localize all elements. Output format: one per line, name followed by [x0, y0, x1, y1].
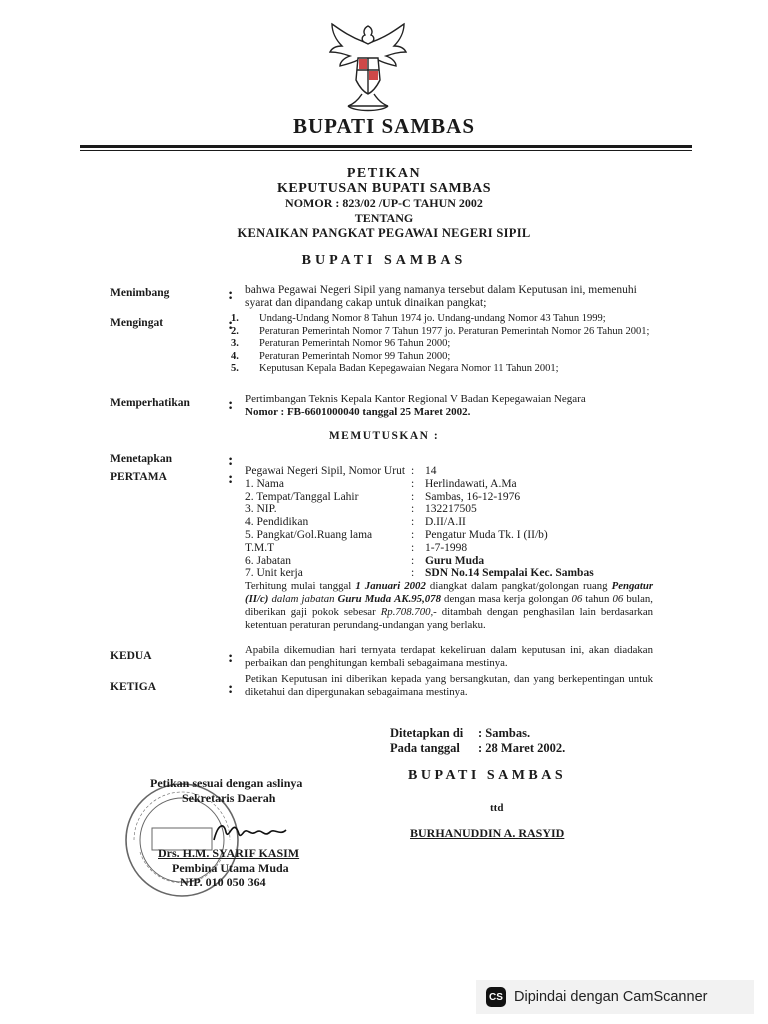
heading-nomor: NOMOR : 823/02 /UP-C TAHUN 2002	[285, 196, 483, 210]
pertama-label: PERTAMA	[110, 471, 167, 483]
employee-data-value: 1-7-1998	[425, 541, 468, 554]
colon: :	[411, 516, 415, 529]
mengingat-item-number: 5.	[231, 363, 239, 374]
watermark-text: Dipindai dengan CamScanner	[514, 989, 708, 1005]
colon: :	[411, 503, 415, 516]
mengingat-list	[231, 313, 665, 376]
signatory-title: BUPATI SAMBAS	[408, 768, 567, 783]
colon: :	[228, 680, 234, 697]
pengesahan-line1: Petikan sesuai dengan aslinya	[150, 776, 303, 790]
memutuskan-heading: MEMUTUSKAN :	[328, 430, 440, 442]
ketiga-label: KETIGA	[110, 681, 157, 693]
employee-data-key: 2. Tempat/Tanggal Lahir	[245, 490, 359, 503]
employee-data-value: SDN No.14 Sempalai Kec. Sambas	[425, 567, 594, 580]
employee-data-key: 3. NIP.	[245, 503, 277, 516]
heading-petikan: PETIKAN	[346, 166, 422, 181]
employee-data-value: 14	[425, 465, 437, 477]
camscanner-logo-icon: CS	[486, 987, 506, 1007]
letterhead-rule-thick	[80, 145, 692, 148]
mengingat-item	[231, 338, 665, 351]
colon: :	[228, 649, 234, 666]
ditetapkan-label: Ditetapkan di	[390, 726, 464, 740]
mengingat-item-text: Peraturan Pemerintah Nomor 7 Tahun 1977 jo. Peraturan Pemerintah Nomor 26 Tahun 2001;	[259, 325, 650, 337]
mengingat-item-number: 2.	[231, 325, 239, 337]
scanner-watermark	[476, 980, 754, 1014]
sekda-name: Drs. H.M. SYARIF KASIM	[158, 846, 300, 860]
employee-data-key: 1. Nama	[245, 477, 284, 490]
mengingat-item-text: Peraturan Pemerintah Nomor 96 Tahun 2000;	[259, 338, 451, 349]
colon: :	[228, 396, 234, 413]
colon: :	[228, 470, 234, 487]
colon: :	[228, 286, 234, 303]
memperhatikan-nomor: Nomor : FB-6601000040 tanggal 25 Maret 2002.	[245, 406, 471, 418]
sekda-rank: Pembina Utama Muda	[172, 861, 289, 875]
mengingat-item-number: 3.	[231, 338, 239, 349]
memperhatikan-label: Memperhatikan	[110, 397, 190, 409]
ketiga-text: Petikan Keputusan ini diberikan kepada yang bersangkutan, dan yang berkepentingan untuk diketahui dan dipergunakan sebagaimana mestinya.	[245, 673, 653, 698]
ditetapkan-value: : Sambas.	[478, 726, 531, 740]
kedua-text: Apabila dikemudian hari ternyata terdapat kekeliruan dalam keputusan ini, akan diadakan perbaikan dan penghitungan kembali sebagaimana mestinya.	[245, 644, 653, 669]
employee-data-value: Herlindawati, A.Ma	[425, 477, 517, 490]
letterhead-title: BUPATI SAMBAS	[293, 114, 475, 138]
mengingat-item-number: 1.	[231, 313, 239, 324]
employee-data-key: 5. Pangkat/Gol.Ruang lama	[245, 528, 373, 541]
colon: :	[411, 567, 415, 580]
employee-data-value: Guru Muda	[425, 554, 485, 567]
kedua-label: KEDUA	[110, 650, 152, 662]
garuda-emblem-icon	[318, 18, 418, 118]
sekda-nip: NIP. 010 050 364	[180, 875, 266, 889]
employee-data-value: 132217505	[425, 503, 477, 516]
heading-perihal: KENAIKAN PANGKAT PEGAWAI NEGERI SIPIL	[237, 226, 531, 240]
signatory-name: BURHANUDDIN A. RASYID	[410, 826, 565, 840]
heading-tentang: TENTANG	[354, 211, 414, 225]
pengesahan-block	[150, 776, 302, 806]
mengingat-label: Mengingat	[110, 317, 164, 329]
employee-data-key: 7. Unit kerja	[245, 567, 303, 580]
pertama-paragraph: Terhitung mulai tanggal 1 Januari 2002 diangkat dalam pangkat/golongan ruang Pengatur (II/c) dalam jabatan Guru Muda AK.95,078 dengan masa kerja golongan 06 tahun 06 bulan, diberikan gaji pokok sebesar Rp.708.700,- ditambah dengan penghasilan lain berdasarkan ketentuan peraturan perundang-undangan yang berlaku.	[245, 580, 654, 631]
employee-data-value: Sambas, 16-12-1976	[425, 490, 521, 503]
menimbang-label: Menimbang	[110, 287, 170, 299]
memperhatikan-pertimbangan: Pertimbangan Teknis Kepala Kantor Regional V Badan Kepegawaian Negara	[245, 393, 586, 405]
colon: :	[411, 541, 415, 554]
signed-mark: ttd	[490, 802, 504, 814]
employee-data-value: D.II/A.II	[425, 516, 466, 529]
mengingat-item	[231, 350, 665, 364]
employee-data-key: 4. Pendidikan	[245, 516, 309, 529]
mengingat-item	[231, 363, 665, 376]
memperhatikan-text	[245, 393, 665, 419]
decree-heading	[0, 166, 768, 241]
heading-bupati: BUPATI SAMBAS	[301, 253, 467, 268]
employee-data-value: Pengatur Muda Tk. I (II/b)	[425, 528, 548, 541]
colon: :	[411, 465, 415, 477]
tanggal-label: Pada tanggal	[390, 741, 460, 755]
mengingat-item-text: Undang-Undang Nomor 8 Tahun 1974 jo. Undang-undang Nomor 43 Tahun 1999;	[259, 313, 606, 324]
menetapkan-label: Menetapkan	[110, 453, 172, 465]
colon: :	[411, 477, 415, 490]
mengingat-item	[231, 325, 665, 339]
mengingat-item-text: Peraturan Pemerintah Nomor 99 Tahun 2000;	[259, 350, 451, 362]
colon: :	[411, 528, 415, 541]
employee-data-key: 6. Jabatan	[245, 554, 291, 567]
mengingat-item	[231, 313, 665, 326]
tanggal-value: : 28 Maret 2002.	[478, 741, 566, 755]
handwritten-signature-icon	[210, 818, 290, 846]
colon: :	[411, 490, 415, 503]
heading-keputusan: KEPUTUSAN BUPATI SAMBAS	[276, 181, 491, 196]
menimbang-text: bahwa Pegawai Negeri Sipil yang namanya tersebut dalam Keputusan ini, memenuhi syarat dan dipandang cakap untuk dinaikan pangkat;	[245, 284, 637, 309]
employee-data-key: Pegawai Negeri Sipil, Nomor Urut	[245, 465, 406, 477]
employee-data-key: T.M.T	[245, 541, 275, 554]
mengingat-item-text: Keputusan Kepala Badan Kepegawaian Negara Nomor 11 Tahun 2001;	[259, 363, 559, 374]
penetapan-block	[390, 726, 565, 756]
colon: :	[228, 452, 234, 469]
mengingat-item-number: 4.	[231, 350, 239, 362]
colon: :	[411, 554, 415, 567]
colon: :	[228, 316, 234, 333]
letterhead-rule-thin	[80, 150, 692, 151]
pengesahan-line2: Sekretaris Daerah	[182, 791, 276, 805]
